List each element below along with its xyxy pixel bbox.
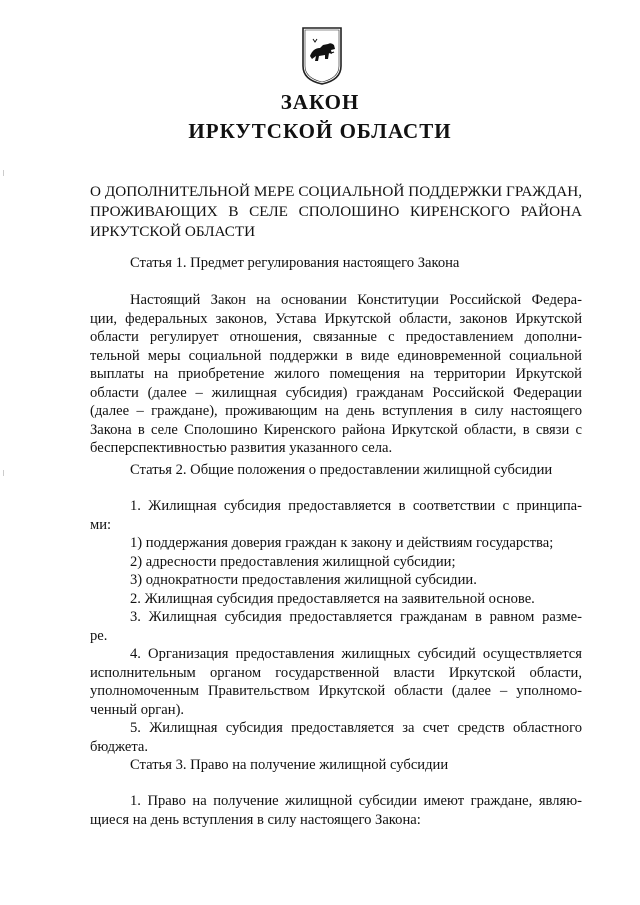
paragraph-line: тельной меры социальной поддержки в виде единовременной социальной xyxy=(90,347,582,364)
paragraph-line: 3) однократности предоставления жилищной субсидии. xyxy=(130,572,477,588)
paragraph-line: 1) поддержания доверия граждан к закону и действиям государства; xyxy=(130,535,554,551)
paragraph-line: (далее – граждане), проживающим на день вступления в силу настоящего xyxy=(90,403,582,419)
paragraph-line: 5. Жилищная субсидия предоставляется за счет средств областного xyxy=(130,720,582,736)
document-title: ЗАКОН xyxy=(280,90,360,114)
article-1-body xyxy=(90,291,582,458)
paragraph-line: 3. Жилищная субсидия предоставляется гражданам в равном разме- xyxy=(130,609,582,625)
article-2-body xyxy=(90,497,582,756)
margin-mark xyxy=(3,170,4,176)
document-subtitle: ИРКУТСКОЙ ОБЛАСТИ xyxy=(188,119,452,143)
paragraph-line: области (далее – жилищная субсидия) гражданам Российской Федерации xyxy=(90,384,582,401)
paragraph-line: Закона в селе Сполошино Киренского района Иркутской области, в связи с xyxy=(90,421,582,438)
law-name-line: ИРКУТСКОЙ ОБЛАСТИ xyxy=(90,223,256,240)
paragraph-line: исполнительным органом государственной власти Иркутской области, xyxy=(90,664,582,681)
paragraph-line: выплаты на приобретение жилого помещения на территории Иркутской xyxy=(90,366,582,382)
paragraph-line: ре. xyxy=(90,627,108,644)
article-2-heading: Статья 2. Общие положения о предоставлении жилищной субсидии xyxy=(130,462,553,478)
paragraph-line: ции, федеральных законов, Устава Иркутской области, законов Иркутской xyxy=(90,310,582,327)
article-1-heading: Статья 1. Предмет регулирования настоящего Закона xyxy=(130,255,460,271)
paragraph-line: щиеся на день вступления в силу настоящего Закона: xyxy=(90,811,421,828)
paragraph-line: 1. Право на получение жилищной субсидии имеют граждане, являю- xyxy=(130,793,582,809)
paragraph-line: бюджета. xyxy=(90,738,149,755)
margin-mark xyxy=(3,470,4,476)
law-name xyxy=(90,182,582,242)
paragraph-line: Настоящий Закон на основании Конституции Российской Федера- xyxy=(130,292,582,308)
paragraph-line: ми: xyxy=(90,516,112,533)
coat-of-arms-icon xyxy=(301,26,343,86)
paragraph-line: ченный орган). xyxy=(90,701,185,718)
paragraph-line: 4. Организация предоставления жилищных субсидий осуществляется xyxy=(130,646,582,662)
paragraph-line: бесперспективностью развития указанного села. xyxy=(90,440,393,456)
paragraph-line: уполномоченным Правительством Иркутской области (далее – уполномо- xyxy=(90,683,582,699)
paragraph-line: 2) адресности предоставления жилищной субсидии; xyxy=(130,553,456,570)
article-3-heading: Статья 3. Право на получение жилищной субсидии xyxy=(130,757,449,773)
law-name-line: О ДОПОЛНИТЕЛЬНОЙ МЕРЕ СОЦИАЛЬНОЙ ПОДДЕРЖКИ ГРАЖДАН, xyxy=(90,183,582,200)
law-name-line: ПРОЖИВАЮЩИХ В СЕЛЕ СПОЛОШИНО КИРЕНСКОГО РАЙОНА xyxy=(90,203,582,220)
article-3-body xyxy=(90,792,582,829)
paragraph-line: 2. Жилищная субсидия предоставляется на заявительной основе. xyxy=(130,590,535,607)
paragraph-line: 1. Жилищная субсидия предоставляется в соответствии с принципа- xyxy=(130,498,582,514)
paragraph-line: области регулирует отношения, связанные с предоставлением дополни- xyxy=(90,329,582,345)
